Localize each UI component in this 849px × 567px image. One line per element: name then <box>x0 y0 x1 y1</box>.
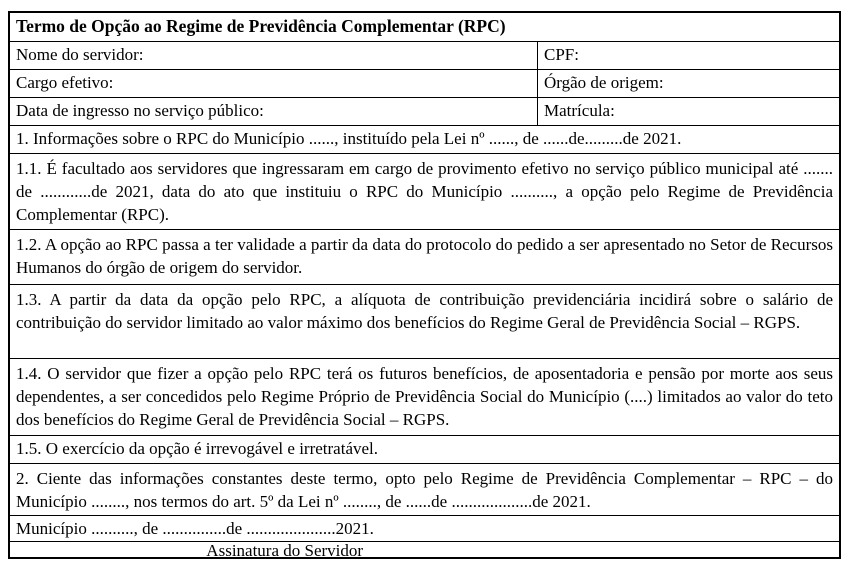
date-line: Município .........., de ...............de .....................2021. <box>10 516 839 542</box>
section-1-2: 1.2. A opção ao RPC passa a ter validade a partir da data do protocolo do pedido a ser apresentado no Setor de Recursos Humanos do órgão de origem do servidor. <box>10 230 839 285</box>
rpc-option-form <box>8 11 841 559</box>
field-ingresso[interactable]: Data de ingresso no serviço público: <box>10 98 538 125</box>
section-1-5: 1.5. O exercício da opção é irrevogável e irretratável. <box>10 436 839 464</box>
section-1-1: 1.1. É facultado aos servidores que ingressaram em cargo de provimento efetivo no serviço público municipal até ....... de ............de 2021, data do ato que instituiu o RPC do Município .........., a opção pelo Regime de Previdência Complementar (RPC). <box>10 154 839 230</box>
field-cargo[interactable]: Cargo efetivo: <box>10 70 538 97</box>
section-2: 2. Ciente das informações constantes deste termo, opto pelo Regime de Previdência Complementar – RPC – do Município ........, nos termos do art. 5º da Lei nº ........, de ......de ...................de 2021. <box>10 464 839 516</box>
signature-line: ______________________ Assinatura do Servidor <box>16 542 364 560</box>
section-1-3: 1.3. A partir da data da opção pelo RPC, a alíquota de contribuição previdenciária incidirá sobre o salário de contribuição do servidor limitado ao valor máximo dos benefícios do Regime Geral de Previdência Social – RGPS. <box>10 285 839 359</box>
row-ingresso-matricula <box>10 98 839 126</box>
field-orgao[interactable]: Órgão de origem: <box>544 73 664 92</box>
section-1: 1. Informações sobre o RPC do Município ......, instituído pela Lei nº ......, de ......de.........de 2021. <box>10 126 839 154</box>
field-matricula[interactable]: Matrícula: <box>544 101 615 120</box>
form-title: Termo de Opção ao Regime de Previdência Complementar (RPC) <box>10 13 839 42</box>
row-cargo-orgao <box>10 70 839 98</box>
field-cpf[interactable]: CPF: <box>544 45 579 64</box>
field-name[interactable]: Nome do servidor: <box>10 42 538 69</box>
section-1-4: 1.4. O servidor que fizer a opção pelo RPC terá os futuros benefícios, de aposentadoria e pensão por morte aos seus dependentes, a ser concedidos pelo Regime Próprio de Previdência Social do Município (....) limitados ao valor do teto dos benefícios do Regime Geral de Previdência Social – RGPS. <box>10 359 839 436</box>
row-name-cpf <box>10 42 839 70</box>
